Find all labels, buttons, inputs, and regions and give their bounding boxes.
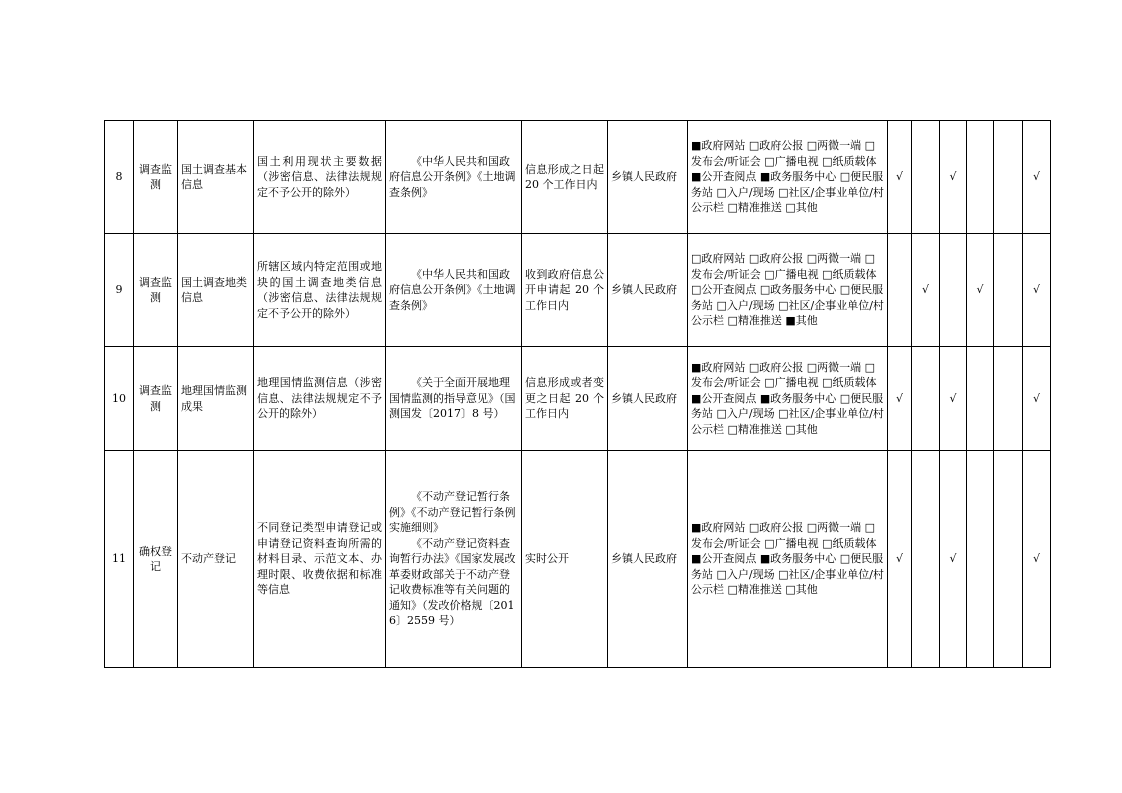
row-tick: √ (967, 234, 994, 347)
row-subject: 乡镇人民政府 (608, 234, 688, 347)
row-tick: √ (888, 347, 912, 451)
row-channels: ■政府网站 □政府公报 □两微一端 □发布会/听证会 □广播电视 □纸质载体 ■公开查阅点 ■政务服务中心 □便民服务站 □入户/现场 □社区/企事业单位/村公示栏 □精准推送 □其他 (688, 347, 888, 451)
row-tick: √ (888, 121, 912, 234)
table-row (105, 451, 1051, 668)
row-category: 确权登记 (134, 451, 178, 668)
row-number: 11 (105, 451, 134, 668)
row-subject: 乡镇人民政府 (608, 451, 688, 668)
row-tick: √ (1023, 234, 1051, 347)
row-tick (994, 234, 1023, 347)
row-tick (967, 451, 994, 668)
row-subject: 乡镇人民政府 (608, 121, 688, 234)
row-basis: 《中华人民共和国政府信息公开条例》《土地调查条例》 (386, 121, 522, 234)
row-content: 不同登记类型申请登记或申请登记资料查询所需的材料目录、示范文本、办理时限、收费依据和标准等信息 (254, 451, 386, 668)
table-row (105, 234, 1051, 347)
row-number: 10 (105, 347, 134, 451)
row-tick (888, 234, 912, 347)
row-content: 国土利用现状主要数据（涉密信息、法律法规规定不予公开的除外） (254, 121, 386, 234)
row-tick (967, 121, 994, 234)
row-deadline: 收到政府信息公开申请起 20 个工作日内 (522, 234, 608, 347)
row-subject: 乡镇人民政府 (608, 347, 688, 451)
row-tick (994, 121, 1023, 234)
row-number: 9 (105, 234, 134, 347)
basis-paragraph: 《不动产登记资料查询暂行办法》《国家发展改革委财政部关于不动产登记收费标准等有关问题的通知》（发改价格规〔2016〕2559 号） (389, 536, 516, 628)
row-channels: □政府网站 □政府公报 □两微一端 □发布会/听证会 □广播电视 □纸质载体 □公开查阅点 □政务服务中心 □便民服务站 □入户/现场 □社区/企事业单位/村公示栏 □精准推送 ■其他 (688, 234, 888, 347)
row-tick: √ (940, 451, 967, 668)
row-tick (967, 347, 994, 451)
row-item: 不动产登记 (178, 451, 254, 668)
row-category: 调查监测 (134, 121, 178, 234)
basis-paragraph: 《不动产登记暂行条例》《不动产登记暂行条例实施细则》 (389, 490, 516, 535)
row-content: 地理国情监测信息（涉密信息、法律法规规定不予公开的除外） (254, 347, 386, 451)
row-tick (912, 121, 940, 234)
row-tick (912, 347, 940, 451)
row-tick (940, 234, 967, 347)
row-tick: √ (940, 121, 967, 234)
row-item: 国土调查基本信息 (178, 121, 254, 234)
row-tick: √ (940, 347, 967, 451)
row-tick: √ (1023, 347, 1051, 451)
row-basis (386, 451, 522, 668)
table-row (105, 121, 1051, 234)
row-number: 8 (105, 121, 134, 234)
row-tick: √ (1023, 121, 1051, 234)
row-deadline: 信息形成之日起 20 个工作日内 (522, 121, 608, 234)
disclosure-table (104, 120, 1051, 668)
row-channels: ■政府网站 □政府公报 □两微一端 □发布会/听证会 □广播电视 □纸质载体 ■公开查阅点 ■政务服务中心 □便民服务站 □入户/现场 □社区/企事业单位/村公示栏 □精准推送 □其他 (688, 451, 888, 668)
row-deadline: 实时公开 (522, 451, 608, 668)
row-tick (994, 451, 1023, 668)
row-tick (994, 347, 1023, 451)
row-content: 所辖区域内特定范围或地块的国土调查地类信息（涉密信息、法律法规规定不予公开的除外） (254, 234, 386, 347)
row-tick: √ (912, 234, 940, 347)
row-tick: √ (1023, 451, 1051, 668)
row-item: 地理国情监测成果 (178, 347, 254, 451)
row-basis: 《关于全面开展地理国情监测的指导意见》（国测国发〔2017〕8 号） (386, 347, 522, 451)
row-tick (912, 451, 940, 668)
row-tick: √ (888, 451, 912, 668)
row-category: 调查监测 (134, 234, 178, 347)
row-basis: 《中华人民共和国政府信息公开条例》《土地调查条例》 (386, 234, 522, 347)
row-deadline: 信息形成或者变更之日起 20 个工作日内 (522, 347, 608, 451)
row-category: 调查监测 (134, 347, 178, 451)
row-item: 国土调查地类信息 (178, 234, 254, 347)
table-row (105, 347, 1051, 451)
row-channels: ■政府网站 □政府公报 □两微一端 □发布会/听证会 □广播电视 □纸质载体 ■公开查阅点 ■政务服务中心 □便民服务站 □入户/现场 □社区/企事业单位/村公示栏 □精准推送 □其他 (688, 121, 888, 234)
